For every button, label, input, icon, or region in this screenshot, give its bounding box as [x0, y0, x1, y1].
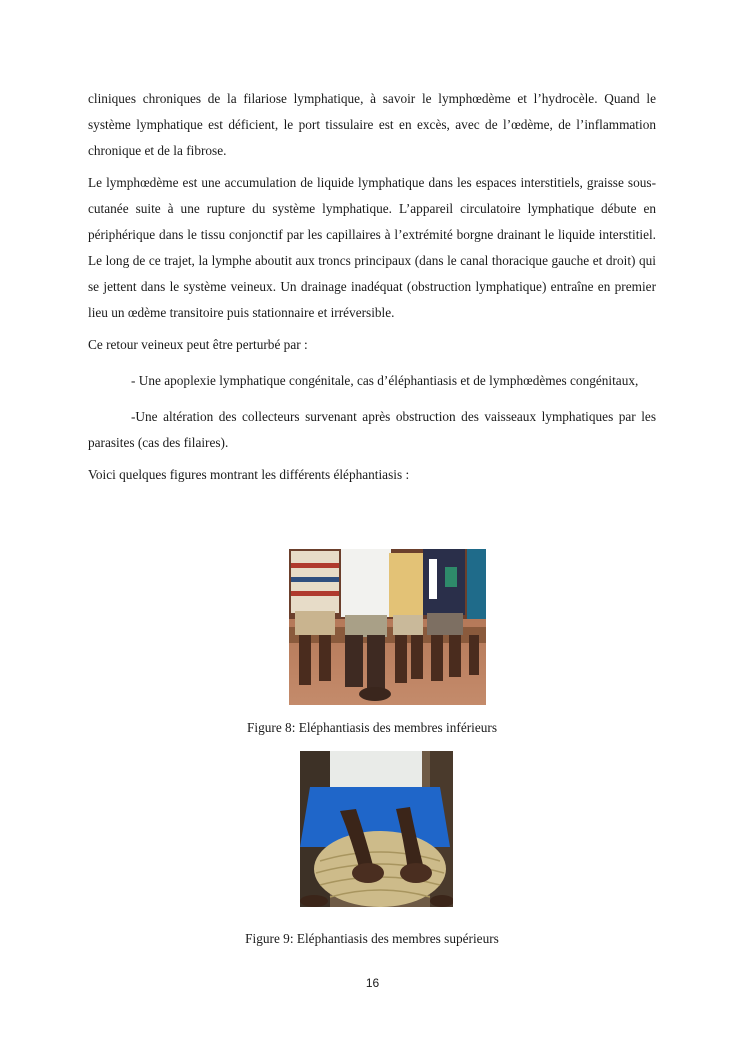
figure-8-photo: [289, 549, 486, 705]
figure-9-photo: [300, 751, 453, 907]
figure-8-caption: Figure 8: Eléphantiasis des membres inférieurs: [247, 720, 497, 735]
paragraph-3: Ce retour veineux peut être perturbé par :: [88, 337, 308, 352]
list-item-2: -Une altération des collecteurs survenant après obstruction des vaisseaux lymphatiques par les parasites (cas des filaires).: [88, 409, 656, 450]
page-number: 16: [365, 976, 380, 990]
list-item-1: - Une apoplexie lymphatique congénitale, cas d’éléphantiasis et de lymphœdèmes congénitaux,: [131, 373, 639, 388]
figure-9-caption: Figure 9: Eléphantiasis des membres supérieurs: [245, 931, 499, 946]
figure-9-image: [300, 751, 453, 907]
body-text: [88, 86, 656, 488]
paragraph-4: Voici quelques figures montrant les différents éléphantiasis :: [88, 467, 410, 482]
figure-8-image: [289, 549, 486, 705]
paragraph-2: Le lymphœdème est une accumulation de liquide lymphatique dans les espaces interstitiels, graisse sous-cutanée suite à une rupture du système lymphatique. L’appareil circulatoire lymphatique débute en périphérique dans le tissu conjonctif par les capillaires à l’extrémité borgne drainant le liquide interstitiel. Le long de ce trajet, la lymphe aboutit aux troncs principaux (dans le canal thoracique gauche et droit) qui se jettent dans le système veineux. Un drainage inadéquat (obstruction lymphatique) entraîne en premier lieu un œdème transitoire puis stationnaire et irréversible.: [88, 175, 656, 320]
paragraph-1: cliniques chroniques de la filariose lymphatique, à savoir le lymphœdème et l’hydrocèle. Quand le système lymphatique est déficient, le port tissulaire est en excès, avec de l’œdème, de l’inflammation chronique et de la fibrose.: [88, 91, 656, 158]
